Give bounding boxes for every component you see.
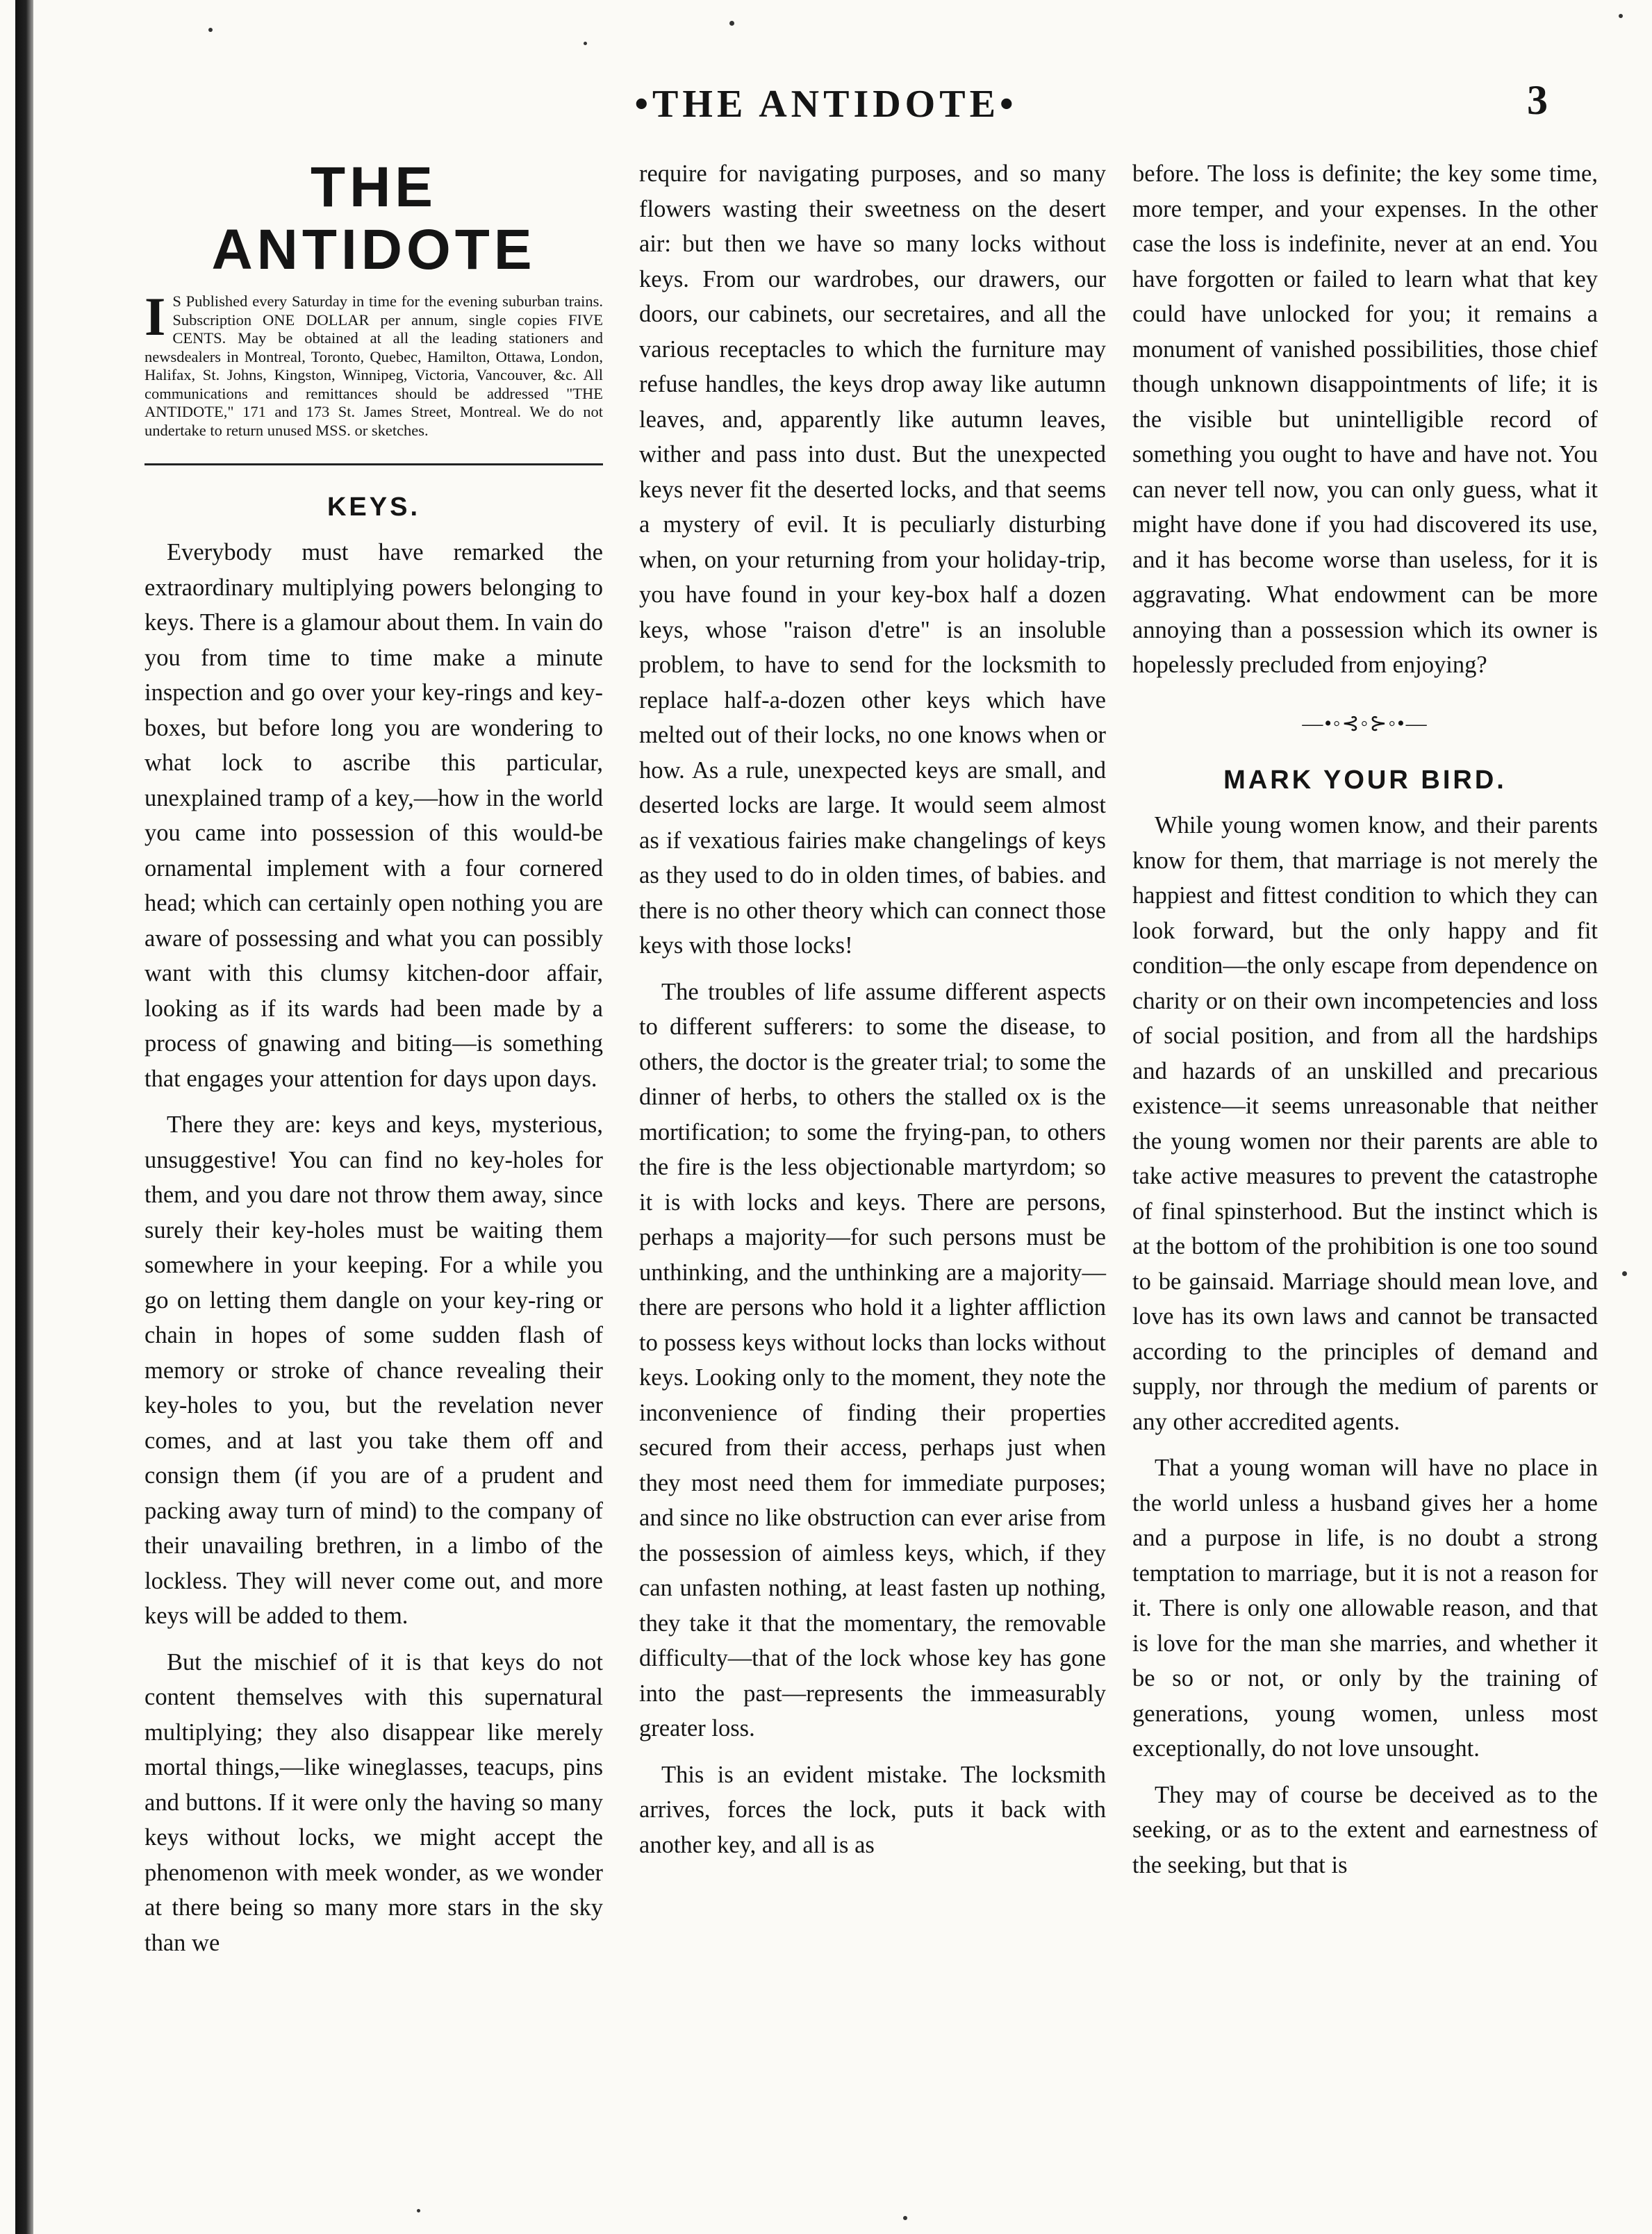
keys-paragraph: This is an evident mistake. The locksmith arrives, forces the lock, puts it back with another key, and all is as <box>639 1761 1106 1858</box>
column-2 <box>639 156 1106 1873</box>
notice-text: S Published every Saturday in time for the evening suburban trains. Subscription ONE DOLLAR per annum, single copies FIVE CENTS. May be obtained at all the leading stationers and newsdealers in Montreal, Toronto, Quebec, Hamilton, Ottawa, London, Halifax, St. Johns, Kingston, Winnipeg, Victoria, Vancouver, &c. All communications and remittances should be addressed "THE ANTIDOTE," 171 and 173 St. James Street, Montreal. We do not undertake to return unused MSS. or sketches. <box>144 292 603 439</box>
section-ornament: —•◦⊰◦⊱◦•— <box>1302 711 1428 735</box>
bird-paragraph: That a young woman will have no place in the world unless a husband gives her a home and a purpose in life, is no doubt a strong temptation to marriage, but it is not a reason for it. There is only one allowable reason, and that is love for the man she marries, and whether it be so or not, or only by the training of generations, young women, unless most exceptionally, do not love unsought. <box>1132 1455 1598 1762</box>
keys-heading: KEYS. <box>327 493 421 522</box>
print-speck <box>417 2209 420 2212</box>
column-3 <box>1132 156 1598 1894</box>
running-title: •THE ANTIDOTE• <box>634 83 1018 126</box>
print-speck <box>584 42 587 45</box>
notice-dropcap: I <box>144 286 166 347</box>
page-spine-shadow <box>15 0 33 2234</box>
publication-notice <box>144 286 603 440</box>
bird-paragraph: They may of course be deceived as to the seeking, or as to the extent and earnestness of the seeking, but that is <box>1132 1781 1598 1878</box>
print-speck <box>208 28 213 32</box>
masthead-rule <box>144 463 603 465</box>
keys-paragraph: Everybody must have remarked the extraordinary multiplying powers belonging to keys. There is a glamour about them. In vain do you from time to time make a minute inspection and go over your key-rings and key-boxes, but before long you are wondering to what lock to ascribe this particular, unexplained tramp of a key,—how in the world you came into possession of this would-be ornamental implement with a four cornered head; which can certainly open nothing you are aware of possessing and what you can possibly want with this clumsy kitchen-door affair, looking as if its wards had been made by a process of gnawing and biting—is something that engages your attention for days upon days. <box>144 539 603 1092</box>
keys-paragraph: There they are: keys and keys, mysterious, unsuggestive! You can find no key-holes for them, and you dare not throw them away, since surely their key-holes must be waiting them somewhere in your keeping. For a while you go on letting them dangle on your key-ring or chain in hopes of some sudden flash of memory or stroke of chance revealing their key-holes to you, but the revelation never comes, and at last you take them off and consign them (if you are of a prudent and packing away turn of mind) to the company of their unavailing brethren, in a limbo of the lockless. They will never come out, and more keys will be added to them. <box>144 1111 603 1629</box>
keys-paragraph: But the mischief of it is that keys do not content themselves with this supernatural multiplying; they also disappear like merely mortal things,—like wineglasses, teacups, pins and buttons. If it were only the having so many keys without locks, we might accept the phenomenon with meek wonder, as we wonder at there being so many more stars in the sky than we <box>144 1648 603 1956</box>
column-1 <box>144 156 603 1971</box>
print-speck <box>1619 14 1623 18</box>
page-number: 3 <box>1527 77 1548 123</box>
bird-heading: MARK YOUR BIRD. <box>1223 766 1507 795</box>
print-speck <box>1622 1271 1627 1276</box>
masthead-title: THE ANTIDOTE <box>211 156 536 281</box>
print-speck <box>729 21 734 26</box>
print-speck <box>903 2216 907 2220</box>
bird-paragraph: While young women know, and their parents know for them, that marriage is not merely the happiest and fittest condition to which they can look forward, but the only happy and fit condition—the only escape from dependence on charity or on their own incompetencies and loss of social position, and from all the hardships and hazards of an unskilled and precarious existence—it seems unreasonable that neither the young women nor their parents are able to take active measures to prevent the catastrophe of final spinsterhood. But the instinct which is at the bottom of the prohibition is one too sound to be gainsaid. Marriage should mean love, and love has its own laws and cannot be transacted according to the principles of demand and supply, nor through the medium of parents or any other accredited agents. <box>1132 812 1598 1435</box>
keys-paragraph: before. The loss is definite; the key some time, more temper, and your expenses. In the other case the loss is indefinite, never at an end. You have forgotten or failed to learn what that key could have unlocked for you; it remains a monument of vanished possibilities, those chief though unknown disappointments of life; it is the visible but unintelligible record of something you ought to have and have not. You can never tell now, you can only guess, what it might have done if you had discovered its use, and it has become worse than useless, for it is aggravating. What endowment can be more annoying than a possession which its owner is hopelessly precluded from enjoying? <box>1132 160 1598 678</box>
keys-paragraph: require for navigating purposes, and so many flowers wasting their sweetness on the desert air: but then we have so many locks without keys. From our wardrobes, our drawers, our doors, our cabinets, our secretaires, and all the various receptacles to which the furniture may refuse handles, the keys drop away like autumn leaves, and, apparently like autumn leaves, wither and pass into dust. But the unexpected keys never fit the deserted locks, and that seems a mystery of evil. It is peculiarly disturbing when, on your returning from your holiday-trip, you have found in your key-box half a dozen keys, whose "raison d'etre" is an insoluble problem, to have to send for the locksmith to replace half-a-dozen other keys which have melted out of their locks, no one knows when or how. As a rule, unexpected keys are small, and deserted locks are large. It would seem almost as if vexatious fairies make changelings of keys as they used to do in olden times, of babies. and there is no other theory which can connect those keys with those locks! <box>639 160 1106 959</box>
keys-paragraph: The troubles of life assume different aspects to different sufferers: to some the disease, to others, the doctor is the greater trial; to some the dinner of herbs, to others the stalled ox is the mortification; to some the frying-pan, to others the fire is the less objectionable martyrdom; so it is with locks and keys. There are persons, perhaps a majority—for such persons must be unthinking, and the unthinking are a majority—there are persons who hold it a lighter affliction to possess keys without locks than locks without keys. Looking only to the moment, they note the inconvenience of finding their properties secured from their access, perhaps just when they most need them for immediate purposes; and since no like obstruction can ever arise from the possession of aimless keys, which, if they can unfasten nothing, at least fasten up nothing, they take it that the momentary, the removable difficulty—that of the lock whose key has gone into the past—represents the immeasurably greater loss. <box>639 978 1106 1741</box>
